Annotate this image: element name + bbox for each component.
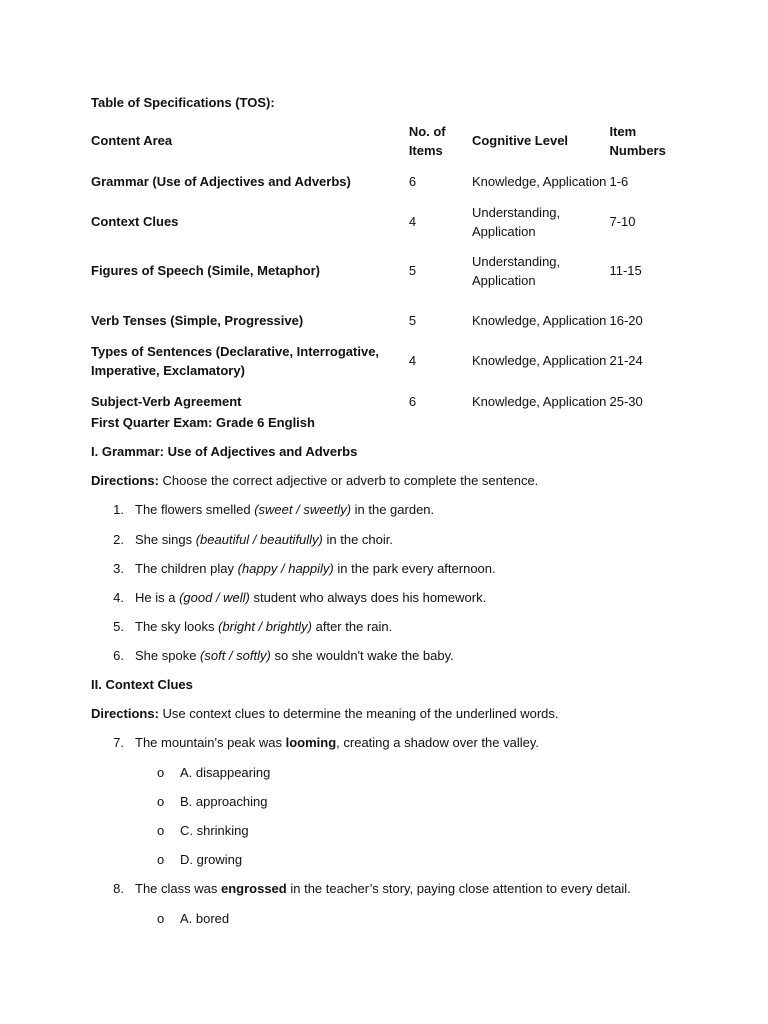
cell-content-area: Figures of Speech (Simile, Metaphor) xyxy=(91,263,320,279)
question-1 xyxy=(135,502,434,517)
cell-content-area: Verb Tenses (Simple, Progressive) xyxy=(91,312,304,328)
question-number: 3. xyxy=(113,561,124,576)
header-content-area: Content Area xyxy=(91,133,173,149)
cell-content-area: Grammar (Use of Adjectives and Adverbs) xyxy=(91,173,351,189)
cell-item-numbers: 21-24 xyxy=(609,353,643,369)
cell-cognitive-level: Knowledge, Application xyxy=(471,312,607,328)
question-text: The sky looks xyxy=(135,619,219,634)
question-5 xyxy=(135,619,392,634)
cell-items: 6 xyxy=(408,393,417,409)
table-row xyxy=(91,341,691,382)
target-word: looming xyxy=(285,735,337,750)
question-text: The class was xyxy=(135,881,221,896)
question-text: The flowers smelled xyxy=(135,502,255,517)
question-text: after the rain. xyxy=(312,619,393,634)
cell-items: 4 xyxy=(408,353,417,369)
question-number: 5. xyxy=(113,619,124,634)
question-text: The children play xyxy=(135,561,238,576)
question-text: in the park every afternoon. xyxy=(333,561,496,576)
question-4 xyxy=(135,590,486,605)
question-choices: (bright / brightly) xyxy=(218,619,313,634)
cell-item-numbers: 25-30 xyxy=(609,393,643,409)
question-number: 6. xyxy=(113,648,124,663)
question-8 xyxy=(135,881,631,896)
option-bullet: o xyxy=(157,765,165,780)
cell-items: 5 xyxy=(408,263,417,279)
question-choices: (sweet / sweetly) xyxy=(254,502,352,517)
question-text: so she wouldn't wake the baby. xyxy=(270,648,454,663)
cell-cognitive-level: Knowledge, Application xyxy=(471,173,607,189)
table-row xyxy=(91,203,691,242)
question-choices: (happy / happily) xyxy=(237,561,334,576)
header-item-numbers: Item Numbers xyxy=(609,124,666,158)
question-text: The mountain's peak was xyxy=(135,735,286,750)
question-text: She spoke xyxy=(135,648,201,663)
question-2 xyxy=(135,532,393,547)
cell-items: 6 xyxy=(408,173,417,189)
question-number: 8. xyxy=(113,881,124,896)
question-7 xyxy=(135,735,539,750)
question-text: in the teacher’s story, paying close attention to every detail. xyxy=(286,881,631,896)
option-bullet: o xyxy=(157,823,165,838)
directions-text: Use context clues to determine the meaning of the underlined words. xyxy=(158,706,559,721)
table-row xyxy=(91,242,691,301)
cell-cognitive-level: Understanding, Application xyxy=(471,254,561,288)
option-b: B. approaching xyxy=(180,794,268,809)
question-text: He is a xyxy=(135,590,180,605)
cell-item-numbers: 1-6 xyxy=(609,173,629,189)
option-bullet: o xyxy=(157,852,165,867)
tos-title: Table of Specifications (TOS): xyxy=(91,95,275,110)
tos-table xyxy=(91,122,691,422)
cell-content-area: Subject-Verb Agreement xyxy=(91,393,242,409)
question-number: 4. xyxy=(113,590,124,605)
table-header-row xyxy=(91,122,691,161)
table-row xyxy=(91,301,691,341)
question-text: , creating a shadow over the valley. xyxy=(336,735,539,750)
section-1-heading: I. Grammar: Use of Adjectives and Adverbs xyxy=(91,444,358,459)
cell-cognitive-level: Knowledge, Application xyxy=(471,393,607,409)
directions-label: Directions: xyxy=(91,473,159,488)
cell-cognitive-level: Knowledge, Application xyxy=(471,353,607,369)
question-text: in the choir. xyxy=(322,532,393,547)
option-a: A. bored xyxy=(180,911,230,926)
cell-item-numbers: 7-10 xyxy=(609,214,636,230)
cell-cognitive-level: Understanding, Application xyxy=(471,205,561,239)
option-bullet: o xyxy=(157,911,165,926)
header-items: No. of Items xyxy=(408,124,446,158)
cell-items: 4 xyxy=(408,214,417,230)
directions-text: Choose the correct adjective or adverb to complete the sentence. xyxy=(158,473,539,488)
question-text: in the garden. xyxy=(351,502,435,517)
question-number: 2. xyxy=(113,532,124,547)
option-c: C. shrinking xyxy=(180,823,249,838)
option-bullet: o xyxy=(157,794,165,809)
header-cognitive-level: Cognitive Level xyxy=(471,133,569,149)
table-row xyxy=(91,161,691,203)
question-6 xyxy=(135,648,454,663)
section-1-directions xyxy=(91,473,538,488)
option-d: D. growing xyxy=(180,852,243,867)
question-text: student who always does his homework. xyxy=(249,590,487,605)
question-text: She sings xyxy=(135,532,196,547)
question-choices: (soft / softly) xyxy=(200,648,271,663)
section-2-heading: II. Context Clues xyxy=(91,677,193,692)
question-3 xyxy=(135,561,496,576)
directions-label: Directions: xyxy=(91,706,159,721)
question-choices: (beautiful / beautifully) xyxy=(195,532,323,547)
cell-items: 5 xyxy=(408,312,417,328)
question-choices: (good / well) xyxy=(179,590,250,605)
question-number: 7. xyxy=(113,735,124,750)
option-a: A. disappearing xyxy=(180,765,271,780)
exam-title: First Quarter Exam: Grade 6 English xyxy=(91,415,315,430)
question-number: 1. xyxy=(113,502,124,517)
cell-item-numbers: 11-15 xyxy=(609,263,642,279)
cell-content-area: Context Clues xyxy=(91,214,179,230)
cell-content-area: Types of Sentences (Declarative, Interrogative, Imperative, Exclamatory) xyxy=(91,344,380,378)
section-2-directions xyxy=(91,706,559,721)
target-word: engrossed xyxy=(220,881,287,896)
cell-item-numbers: 16-20 xyxy=(609,312,643,328)
